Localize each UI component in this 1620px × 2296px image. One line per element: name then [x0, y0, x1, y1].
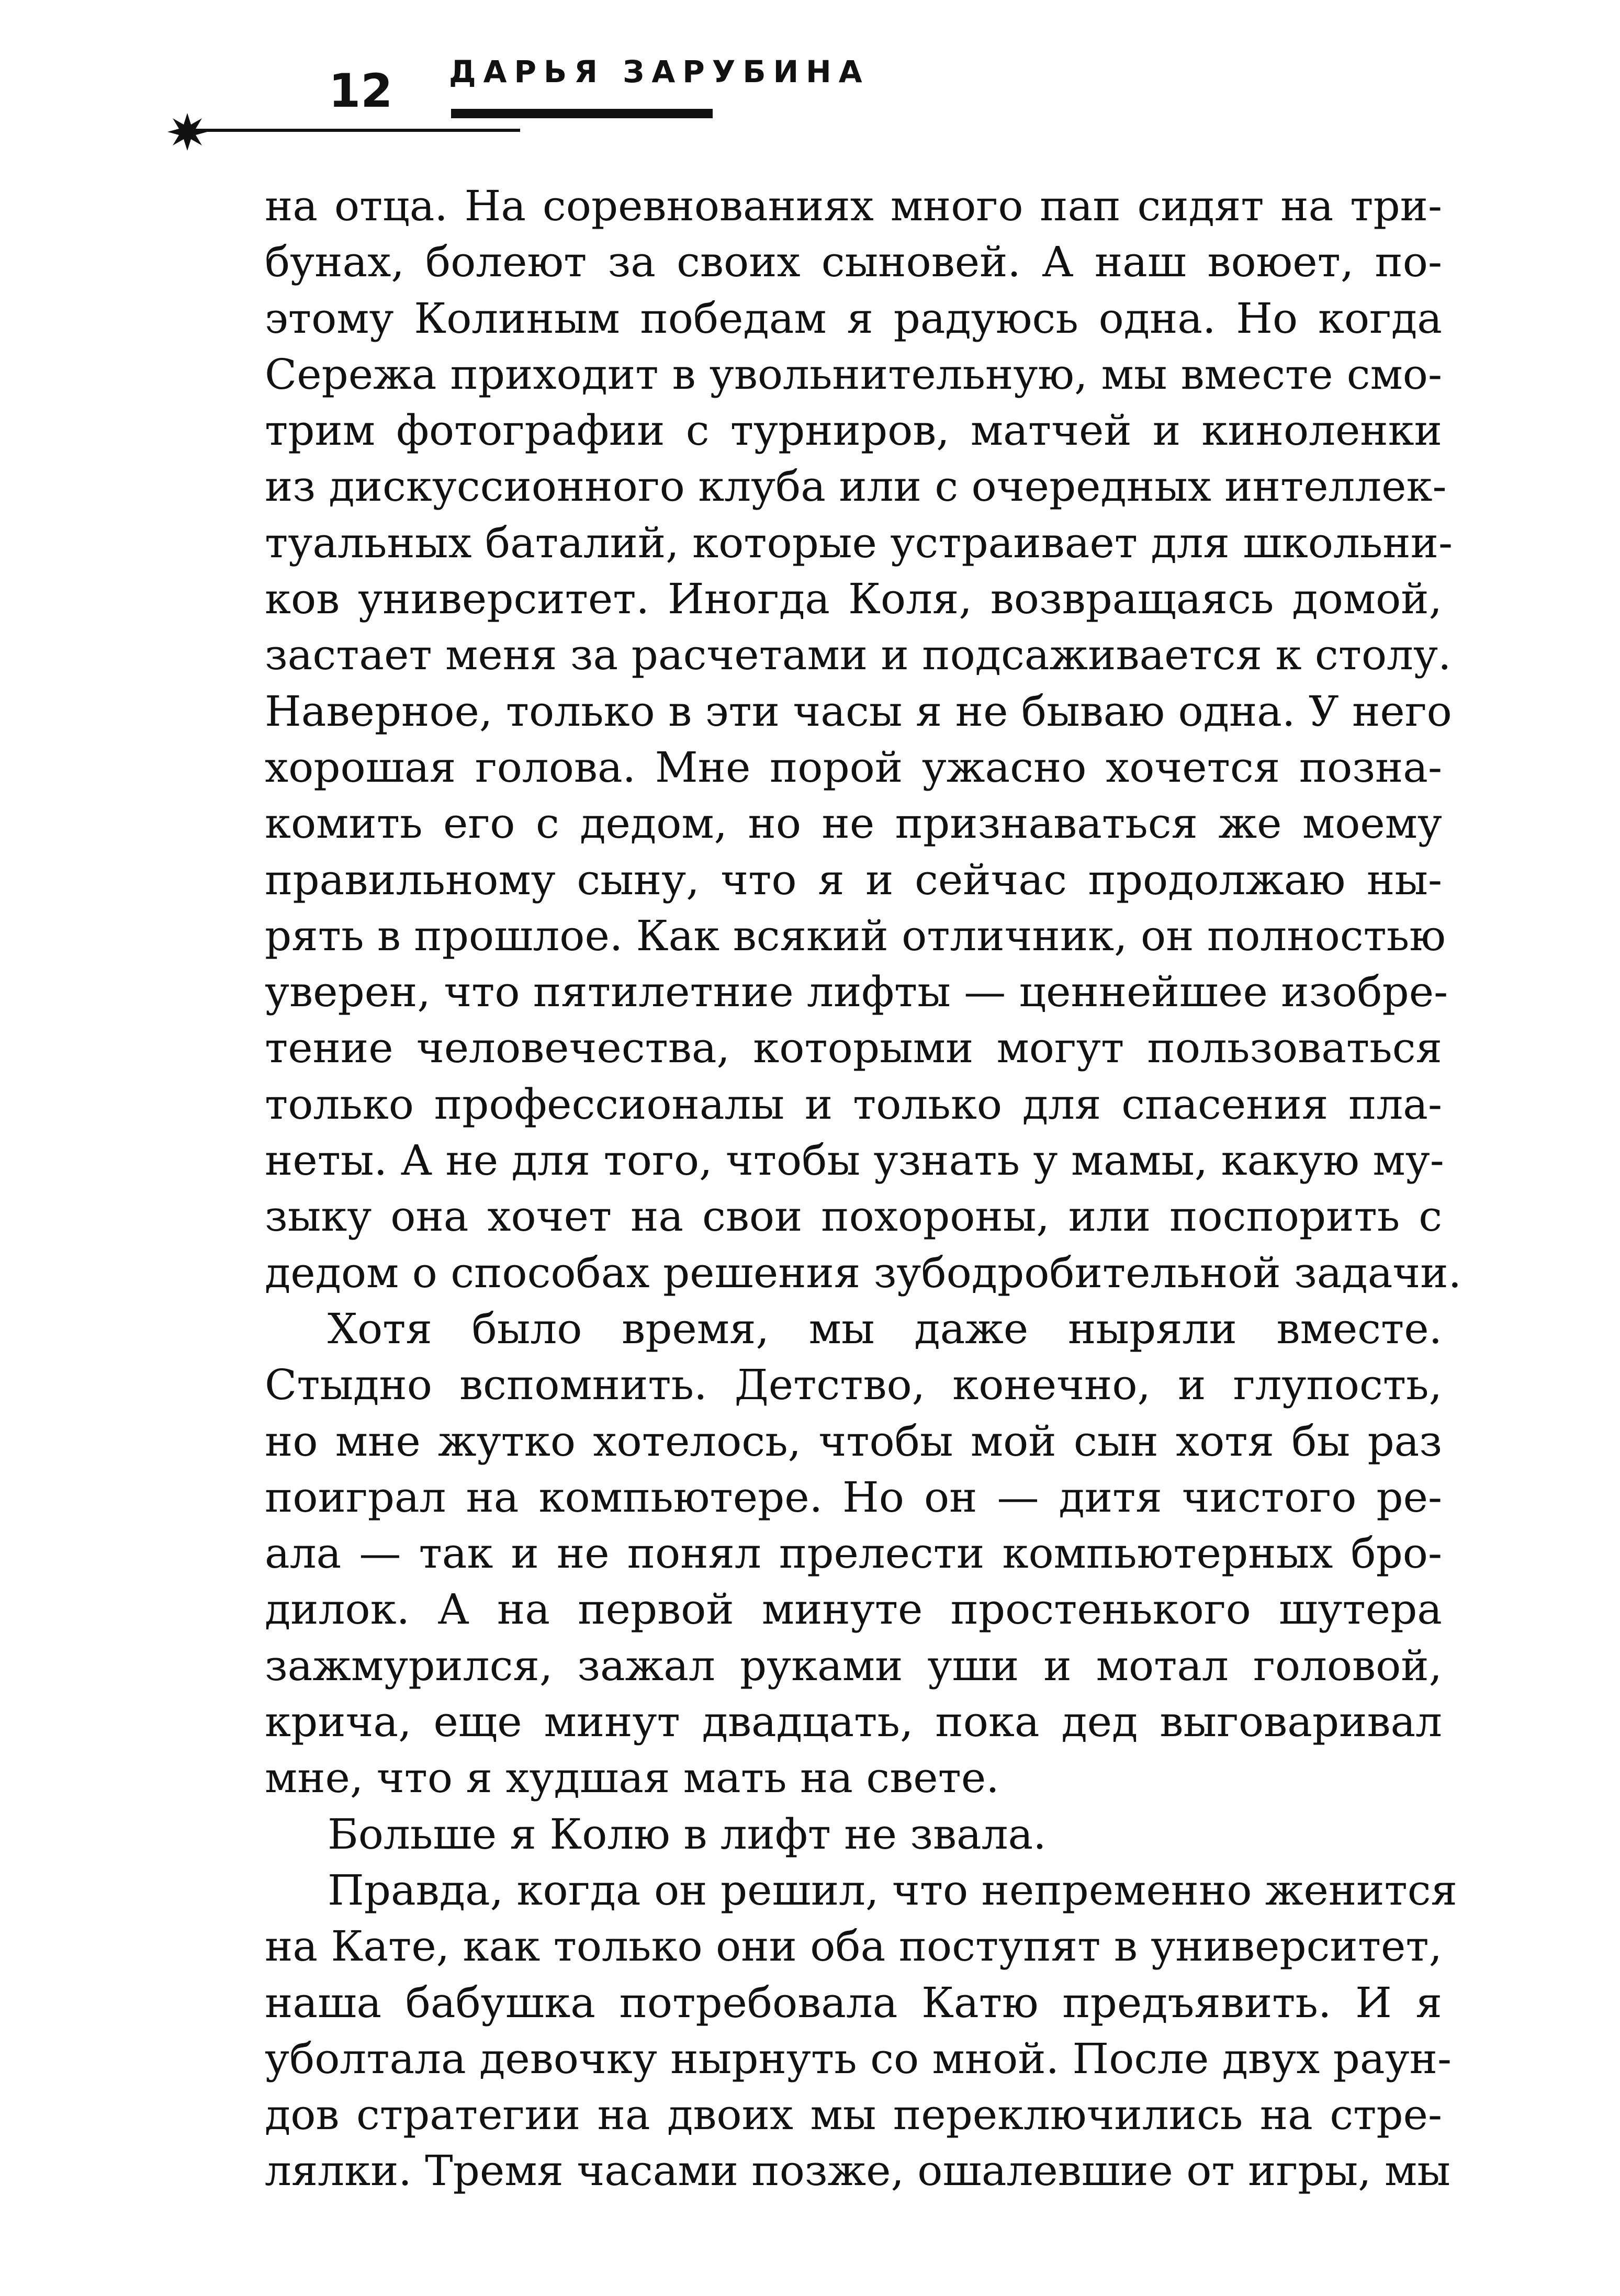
- text-line: рять в прошлое. Как всякий отличник, он полностью: [265, 911, 1446, 960]
- star-icon: [166, 111, 208, 153]
- text-line: дилок. А на первой минуте простенького шутера: [265, 1585, 1442, 1634]
- text-line: дедом о способах решения зубодробительной задачи.: [265, 1248, 1462, 1297]
- text-line: мне, что я худшая мать на свете.: [265, 1753, 999, 1803]
- text-line: крича, еще минут двадцать, пока дед выговаривал: [265, 1697, 1442, 1747]
- text-line: зыку она хочет на свои похороны, или поспорить с: [265, 1192, 1442, 1241]
- paragraph: [265, 1862, 1458, 2199]
- text-line: бунах, болеют за своих сыновей. А наш воюет, по-: [265, 238, 1442, 287]
- text-line: уболтала девочку нырнуть со мной. После двух раун-: [265, 2034, 1452, 2083]
- paragraph: [265, 1301, 1442, 1806]
- header-rule-thick: [451, 109, 713, 118]
- text-line: ков университет. Иногда Коля, возвращаясь домой,: [265, 575, 1442, 624]
- text-line: Сережа приходит в увольнительную, мы вместе смо-: [265, 350, 1442, 399]
- text-line: Правда, когда он решил, что непременно женится: [328, 1865, 1458, 1915]
- body-text: [265, 178, 1462, 2199]
- text-line: Стыдно вспомнить. Детство, конечно, и глупость,: [265, 1360, 1442, 1410]
- text-line: поиграл на компьютере. Но он — дитя чистого ре-: [265, 1472, 1442, 1522]
- text-line: неты. А не для того, чтобы узнать у мамы, какую му-: [265, 1136, 1444, 1185]
- text-line: правильному сыну, что я и сейчас продолжаю ны-: [265, 855, 1442, 904]
- text-line: на отца. На соревнованиях много пап сидят на три-: [265, 182, 1442, 230]
- text-line: из дискуссионного клуба или с очередных интеллек-: [265, 462, 1447, 511]
- text-line: наша бабушка потребовала Катю предъявить. И я: [265, 1978, 1442, 2027]
- text-line: Больше я Колю в лифт не звала.: [328, 1809, 1047, 1859]
- text-line: тение человечества, которыми могут пользоваться: [265, 1023, 1442, 1073]
- paragraph: [265, 1806, 1442, 1862]
- text-line: хорошая голова. Мне порой ужасно хочется позна-: [265, 742, 1442, 792]
- text-line: только профессионалы и только для спасения пла-: [265, 1079, 1442, 1129]
- running-head-author: ДАРЬЯ ЗАРУБИНА: [449, 54, 870, 89]
- text-line: уверен, что пятилетние лифты — ценнейшее изобре-: [265, 967, 1448, 1017]
- text-line: Наверное, только в эти часы я не бываю одна. У него: [265, 686, 1452, 736]
- text-line: дов стратегии на двоих мы переключились на стре-: [265, 2090, 1442, 2140]
- text-line: зажмурился, зажал руками уши и мотал головой,: [265, 1641, 1442, 1690]
- text-line: туальных баталий, которые устраивает для школьни-: [265, 518, 1453, 567]
- text-line: лялки. Тремя часами позже, ошалевшие от игры, мы: [265, 2146, 1450, 2196]
- header-rule-thin: [195, 129, 520, 132]
- text-line: трим фотографии с турниров, матчей и киноленки: [265, 406, 1442, 455]
- page-number: 12: [329, 64, 393, 118]
- text-line: ала — так и не понял прелести компьютерных бро-: [265, 1529, 1442, 1578]
- text-line: Хотя было время, мы даже ныряли вместе.: [328, 1304, 1442, 1353]
- text-line: на Кате, как только они оба поступят в университет,: [265, 1922, 1442, 1971]
- text-line: застает меня за расчетами и подсаживается к столу.: [265, 631, 1452, 680]
- running-head: [0, 0, 1620, 157]
- text-line: комить его с дедом, но не признаваться же моему: [265, 799, 1442, 848]
- paragraph: [265, 178, 1462, 1301]
- text-line: этому Колиным победам я радуюсь одна. Но когда: [265, 294, 1442, 343]
- text-line: но мне жутко хотелось, чтобы мой сын хотя бы раз: [265, 1416, 1442, 1466]
